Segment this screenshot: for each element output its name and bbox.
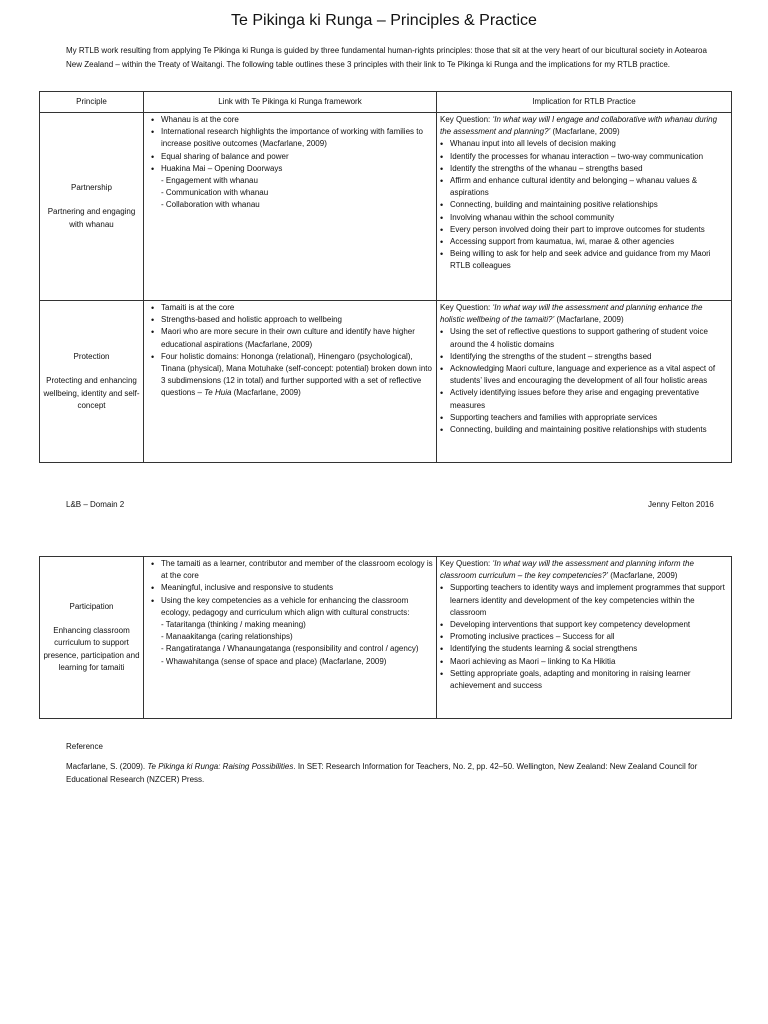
list-item: • Identifying the students learning & social strengthens bbox=[450, 643, 728, 655]
implication-cell bbox=[437, 113, 732, 301]
principle-name: Participation bbox=[69, 601, 114, 611]
list-item: • Identify the processes for whanau interaction – two-way communication bbox=[450, 151, 728, 163]
principles-table bbox=[39, 91, 732, 463]
principle-name: Partnership bbox=[71, 183, 112, 193]
reference-heading: Reference bbox=[66, 742, 103, 751]
table-row bbox=[40, 113, 732, 301]
table-row bbox=[40, 557, 732, 719]
header-implication: Implication for RTLB Practice bbox=[437, 92, 732, 113]
list-item: • Supporting teachers and families with appropriate services bbox=[450, 412, 728, 424]
list-item: • Maori achieving as Maori – linking to Ka Hikitia bbox=[450, 656, 728, 668]
header-principle: Principle bbox=[40, 92, 144, 113]
sub-list-item: - Manaakitanga (caring relationships) bbox=[161, 631, 433, 643]
list-item: • Promoting inclusive practices – Success for all bbox=[450, 631, 728, 643]
list-item: • Using the set of reflective questions to support gathering of student voice around the 4 holistic domains bbox=[450, 326, 728, 350]
principle-cell bbox=[40, 557, 144, 719]
principle-cell bbox=[40, 301, 144, 463]
list-item: • Connecting, building and maintaining positive relationships with students bbox=[450, 424, 728, 436]
list-item: • Involving whanau within the school community bbox=[450, 212, 728, 224]
list-item: • Connecting, building and maintaining positive relationships bbox=[450, 199, 728, 211]
reference-citation: Macfarlane, S. (2009). Te Pikinga ki Runga: Raising Possibilities. In SET: Research Information for Teachers, No. 2, pp. 42–50. Wellington, New Zealand: New Zealand Council for Educational Research (NZCER) Press. bbox=[66, 762, 698, 784]
key-question: Key Question: ‘In what way will the assessment and planning enhance the holistic wellbeing of the tamaiti?’ (Macfarlane, 2009) bbox=[440, 303, 703, 325]
list-item: • Identifying the strengths of the student – strengths based bbox=[450, 351, 728, 363]
list-item: • Identify the strengths of the whanau – strengths based bbox=[450, 163, 728, 175]
list-item: • Maori who are more secure in their own culture and identify have higher educational aspirations (Macfarlane, 2009) bbox=[161, 326, 433, 350]
footer-left: L&B – Domain 2 bbox=[66, 500, 125, 509]
implication-cell bbox=[437, 557, 732, 719]
list-item: • Actively identifying issues before they arise and engaging preventative measures bbox=[450, 387, 728, 411]
principle-description: Partnering and engaging with whanau bbox=[47, 207, 136, 229]
list-item-text: Huakina Mai – Opening Doorways bbox=[161, 163, 283, 173]
list-item: • Whanau is at the core bbox=[161, 114, 433, 126]
sub-list-item: - Whawahitanga (sense of space and place) (Macfarlane, 2009) bbox=[161, 656, 433, 668]
list-item: • International research highlights the importance of working with families to increase positive outcomes (Macfarlane, 2009) bbox=[161, 126, 433, 150]
list-item: • The tamaiti as a learner, contributor and member of the classroom ecology is at the core bbox=[161, 558, 433, 582]
principle-description: Protecting and enhancing wellbeing, identity and self-concept bbox=[43, 376, 140, 410]
list-item: • Whanau input into all levels of decision making bbox=[450, 138, 728, 150]
list-item: • Strengths-based and holistic approach to wellbeing bbox=[161, 314, 433, 326]
header-link: Link with Te Pikinga ki Runga framework bbox=[144, 92, 437, 113]
list-item: • Being willing to ask for help and seek advice and guidance from my Maori RTLB colleagues bbox=[450, 248, 728, 272]
principle-cell bbox=[40, 113, 144, 301]
sub-list-item: - Tataritanga (thinking / making meaning) bbox=[161, 619, 433, 631]
principles-table-continued bbox=[39, 556, 732, 719]
list-item-text: Using the key competencies as a vehicle for enhancing the classroom ecology, pedagogy and curriculum which align with cultural constructs: bbox=[161, 595, 410, 617]
footer-right: Jenny Felton 2016 bbox=[648, 500, 714, 509]
list-item: • Setting appropriate goals, adapting and monitoring in raising learner achievement and success bbox=[450, 668, 728, 692]
list-item: • Developing interventions that support key competency development bbox=[450, 619, 728, 631]
list-item: • Meaningful, inclusive and responsive to students bbox=[161, 582, 433, 594]
sub-list-item: - Rangatiratanga / Whanaungatanga (responsibility and control / agency) bbox=[161, 643, 433, 655]
table-row bbox=[40, 301, 732, 463]
principle-name: Protection bbox=[73, 352, 110, 362]
link-cell bbox=[144, 301, 437, 463]
list-item: • Acknowledging Maori culture, language and experience as a vital aspect of students’ lives and encouraging the development of all four holistic areas bbox=[450, 363, 728, 387]
list-item bbox=[161, 163, 433, 212]
principle-description: Enhancing classroom curriculum to support presence, participation and learning for tamaiti bbox=[43, 626, 140, 672]
link-cell bbox=[144, 113, 437, 301]
link-cell bbox=[144, 557, 437, 719]
list-item: • Tamaiti is at the core bbox=[161, 302, 433, 314]
implication-cell bbox=[437, 301, 732, 463]
table-header-row bbox=[40, 92, 732, 113]
list-item: • Four holistic domains: Hononga (relational), Hinengaro (psychological), Tinana (physical), Mana Motuhake (self-concept: potential) broken down into 3 subdimensions (12 in total) and further supported with a set of reflective questions – Te Huia (Macfarlane, 2009) bbox=[161, 351, 433, 400]
list-item: • Accessing support from kaumatua, iwi, marae & other agencies bbox=[450, 236, 728, 248]
sub-list-item: - Engagement with whanau bbox=[161, 175, 433, 187]
key-question: Key Question: ‘In what way will I engage and collaborative with whanau during the assessment and planning?’ (Macfarlane, 2009) bbox=[440, 115, 718, 137]
list-item: • Affirm and enhance cultural identity and belonging – whanau values & aspirations bbox=[450, 175, 728, 199]
list-item: • Equal sharing of balance and power bbox=[161, 151, 433, 163]
sub-list-item: - Collaboration with whanau bbox=[161, 199, 433, 211]
intro-paragraph: My RTLB work resulting from applying Te Pikinga ki Runga is guided by three fundamental human-rights principles: those that sit at the very heart of our bicultural society in Aotearoa New Zealand – within the Treaty of Waitangi. The following table outlines these 3 principles with their link to Te Pikinga ki Runga and the implications for my RTLB practice. bbox=[66, 46, 707, 69]
list-item bbox=[161, 595, 433, 668]
key-question: Key Question: ‘In what way will the assessment and planning inform the classroom curriculum – the key competencies?’ (Macfarlane, 2009) bbox=[440, 559, 694, 581]
page-title: Te Pikinga ki Runga – Principles & Practice bbox=[231, 12, 537, 29]
list-item: • Supporting teachers to identity ways and implement programmes that support learners identity and development of the key competencies within the classroom bbox=[450, 582, 728, 619]
list-item: • Every person involved doing their part to improve outcomes for students bbox=[450, 224, 728, 236]
sub-list-item: - Communication with whanau bbox=[161, 187, 433, 199]
